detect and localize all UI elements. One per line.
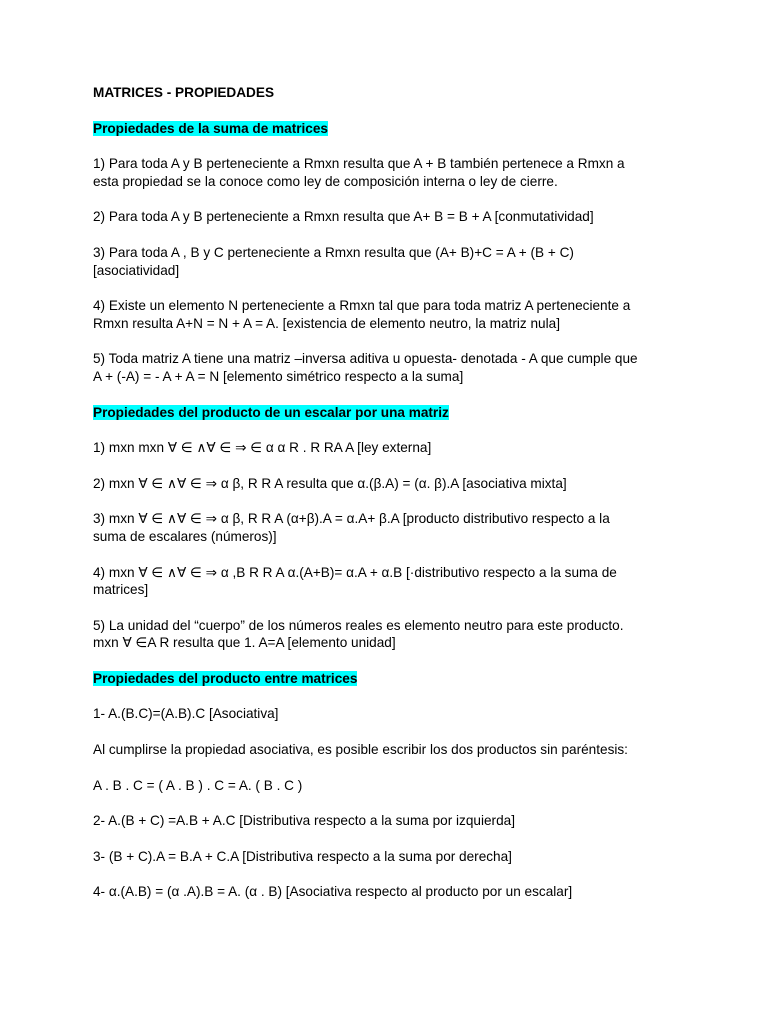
section-heading-producto-text: Propiedades del producto entre matrices	[93, 670, 358, 686]
paragraph-line: 5) Toda matriz A tiene una matriz –inversa aditiva u opuesta- denotada - A que cumple que	[93, 351, 638, 367]
paragraph-suma-3	[93, 244, 733, 279]
section-heading-producto	[93, 670, 733, 688]
paragraph-line: [asociatividad]	[93, 262, 180, 278]
section-heading-suma	[93, 120, 733, 138]
section-heading-escalar-text: Propiedades del producto de un escalar por una matriz	[93, 404, 449, 420]
paragraph-line: 2- A.(B + C) =A.B + A.C [Distributiva respecto a la suma por izquierda]	[93, 813, 515, 829]
paragraph-line: 1) mxn mxn ∀ ∈ ∧∀ ∈ ⇒ ∈ α α R . R RA A [ley externa]	[93, 440, 432, 456]
paragraph-producto-6	[93, 883, 733, 901]
paragraph-suma-2	[93, 208, 733, 226]
paragraph-line: matrices]	[93, 582, 149, 598]
paragraph-escalar-4	[93, 564, 733, 599]
paragraph-line: 4) mxn ∀ ∈ ∧∀ ∈ ⇒ α ,B R R A α.(A+B)= α.A + α.B [·distributivo respecto a la suma de	[93, 564, 617, 580]
paragraph-line: suma de escalares (números)]	[93, 528, 277, 544]
paragraph-line: 4) Existe un elemento N perteneciente a Rmxn tal que para toda matriz A perteneciente a	[93, 298, 631, 314]
paragraph-line: 2) Para toda A y B perteneciente a Rmxn resulta que A+ B = B + A [conmutatividad]	[93, 209, 594, 225]
paragraph-line: 1- A.(B.C)=(A.B).C [Asociativa]	[93, 706, 279, 722]
paragraph-suma-5	[93, 350, 733, 385]
document-page	[93, 84, 733, 919]
paragraph-line: Rmxn resulta A+N = N + A = A. [existencia de elemento neutro, la matriz nula]	[93, 315, 560, 331]
paragraph-escalar-5	[93, 617, 733, 652]
paragraph-line: 3) Para toda A , B y C perteneciente a Rmxn resulta que (A+ B)+C = A + (B + C)	[93, 244, 574, 260]
paragraph-escalar-1	[93, 439, 733, 457]
paragraph-escalar-2	[93, 475, 733, 493]
paragraph-producto-5	[93, 848, 733, 866]
section-heading-escalar	[93, 404, 733, 422]
paragraph-producto-4	[93, 812, 733, 830]
paragraph-escalar-3	[93, 510, 733, 545]
paragraph-suma-1	[93, 155, 733, 190]
paragraph-line: 1) Para toda A y B perteneciente a Rmxn resulta que A + B también pertenece a Rmxn a	[93, 156, 625, 172]
paragraph-line: 3) mxn ∀ ∈ ∧∀ ∈ ⇒ α β, R R A (α+β).A = α.A+ β.A [producto distributivo respecto a la	[93, 511, 610, 527]
paragraph-line: A . B . C = ( A . B ) . C = A. ( B . C )	[93, 777, 303, 793]
paragraph-line: esta propiedad se la conoce como ley de composición interna o ley de cierre.	[93, 173, 558, 189]
paragraph-line: 2) mxn ∀ ∈ ∧∀ ∈ ⇒ α β, R R A resulta que α.(β.A) = (α. β).A [asociativa mixta]	[93, 475, 567, 491]
paragraph-producto-1	[93, 705, 733, 723]
paragraph-line: 4- α.(A.B) = (α .A).B = A. (α . B) [Asociativa respecto al producto por un escalar]	[93, 884, 573, 900]
paragraph-line: 5) La unidad del “cuerpo” de los números reales es elemento neutro para este producto.	[93, 617, 624, 633]
paragraph-line: mxn ∀ ∈A R resulta que 1. A=A [elemento unidad]	[93, 635, 396, 651]
paragraph-line: A + (-A) = - A + A = N [elemento simétrico respecto a la suma]	[93, 368, 464, 384]
paragraph-producto-2	[93, 741, 733, 759]
paragraph-suma-4	[93, 297, 733, 332]
document-title: MATRICES - PROPIEDADES	[93, 85, 275, 100]
paragraph-line: Al cumplirse la propiedad asociativa, es posible escribir los dos productos sin paréntesis:	[93, 742, 628, 758]
section-heading-suma-text: Propiedades de la suma de matrices	[93, 120, 328, 136]
paragraph-producto-3	[93, 777, 733, 795]
paragraph-line: 3- (B + C).A = B.A + C.A [Distributiva respecto a la suma por derecha]	[93, 848, 512, 864]
